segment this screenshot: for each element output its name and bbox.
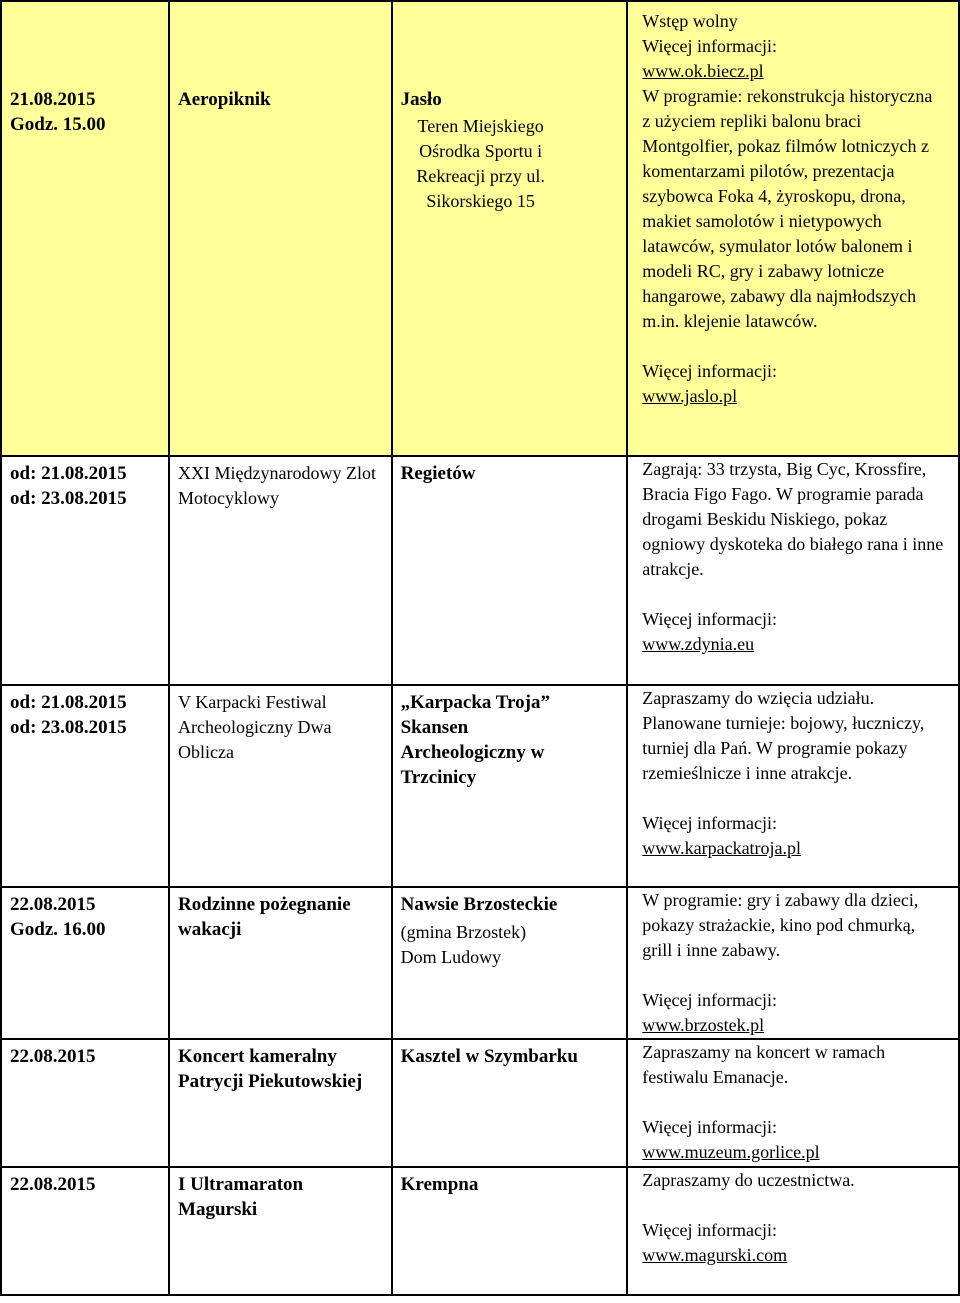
event-place-text: Regietów (400, 463, 476, 484)
event-place (392, 887, 628, 1039)
description-text: Zapraszamy do wzięcia udziału. Planowane turnieje: bojowy, łuczniczy, turniej dla Pań. W programie pokazy rzemieślnicze i inne atrakcje. (642, 688, 925, 783)
date-line-2: Godz. 16.00 (10, 919, 106, 940)
more-info-label: Więcej informacji: (642, 361, 777, 381)
event-place-sub: (gmina Brzostek) Dom Ludowy (400, 922, 527, 967)
more-info-label: Więcej informacji: (642, 990, 777, 1010)
description-text: Zagrają: 33 trzysta, Big Cyc, Krossfire, Bracia Figo Fago. W programie parada drogami Beskidu Niskiego, pokaz ogniowy dyskoteka do białego rana i inne atrakcje. (642, 459, 944, 579)
event-row (1, 456, 959, 685)
more-info-link[interactable]: www.zdynia.eu (642, 634, 755, 654)
more-info-link[interactable]: www.ok.biecz.pl (642, 61, 764, 81)
more-info-link[interactable]: www.karpackatroja.pl (642, 838, 802, 858)
date-line-1: 22.08.2015 (10, 894, 96, 915)
event-place (392, 1, 628, 456)
more-info-label: Więcej informacji: (642, 36, 777, 56)
more-info-link[interactable]: www.jaslo.pl (642, 386, 738, 406)
event-row (1, 1, 959, 456)
more-info-link[interactable]: www.magurski.com (642, 1245, 788, 1265)
event-name (169, 456, 392, 685)
event-place-text: Krempna (400, 1174, 479, 1195)
description-text: Zapraszamy do uczestnictwa. (642, 1170, 855, 1190)
event-name-text: V Karpacki Festiwal Archeologiczny Dwa Oblicza (178, 692, 332, 762)
event-date (1, 685, 169, 887)
event-place (392, 1039, 628, 1167)
event-description (627, 1, 959, 456)
event-description (627, 456, 959, 685)
event-row (1, 685, 959, 887)
date-line-1: 21.08.2015 (10, 89, 96, 110)
more-info-label: Więcej informacji: (642, 609, 777, 629)
event-description (627, 685, 959, 887)
date-line-2: Godz. 15.00 (10, 114, 106, 135)
event-description (627, 1167, 959, 1295)
event-description (627, 1039, 959, 1167)
event-name-text: I Ultramaraton Magurski (178, 1174, 304, 1220)
date-line-1: od: 21.08.2015 (10, 463, 127, 484)
event-place (392, 456, 628, 685)
continuation-text: Wstęp wolny (642, 11, 738, 31)
event-name (169, 685, 392, 887)
more-info-label: Więcej informacji: (642, 813, 777, 833)
date-line-2: od: 23.08.2015 (10, 717, 127, 738)
event-name-text: Rodzinne pożegnanie wakacji (178, 894, 351, 940)
more-info-label: Więcej informacji: (642, 1117, 777, 1137)
event-name-text: Koncert kameralny Patrycji Piekutowskiej (178, 1046, 363, 1092)
more-info-link[interactable]: www.brzostek.pl (642, 1015, 765, 1035)
event-place (392, 1167, 628, 1295)
event-date (1, 1167, 169, 1295)
event-row (1, 1039, 959, 1167)
event-name (169, 887, 392, 1039)
description-text: W programie: gry i zabawy dla dzieci, pokazy strażackie, kino pod chmurką, grill i inne zabawy. (642, 890, 919, 960)
event-place-text: Jasło (400, 89, 442, 110)
event-name-text: XXI Międzynarodowy Zlot Motocyklowy (178, 463, 376, 508)
date-line-1: 22.08.2015 (10, 1174, 96, 1195)
event-place-text: „Karpacka Troja” Skansen Archeologiczny w Trzcinicy (400, 692, 550, 788)
event-date (1, 887, 169, 1039)
event-name-text: Aeropiknik (178, 89, 271, 110)
event-place-text: Kasztel w Szymbarku (400, 1046, 578, 1067)
event-place-text: Nawsie Brzosteckie (400, 894, 558, 915)
date-line-1: od: 21.08.2015 (10, 692, 127, 713)
event-date (1, 1, 169, 456)
date-line-1: 22.08.2015 (10, 1046, 96, 1067)
event-name (169, 1167, 392, 1295)
event-name (169, 1039, 392, 1167)
more-info-label: Więcej informacji: (642, 1220, 777, 1240)
event-row (1, 1167, 959, 1295)
description-text: W programie: rekonstrukcja historyczna z użyciem repliki balonu braci Montgolfier, pokaz filmów lotniczych z komentarzami pilotów, prezentacja szybowca Foka 4, żyroskopu, drona, makiet samolotów i nietypowych latawców, symulator lotów balonem i modeli RC, gry i zabawy lotnicze hangarowe, zabawy dla najmłodszych m.in. klejenie latawców. (642, 86, 933, 331)
event-date (1, 1039, 169, 1167)
event-row (1, 887, 959, 1039)
event-place (392, 685, 628, 887)
event-description (627, 887, 959, 1039)
event-name (169, 1, 392, 456)
more-info-link[interactable]: www.muzeum.gorlice.pl (642, 1142, 820, 1162)
date-line-2: od: 23.08.2015 (10, 488, 127, 509)
event-place-sub: Teren Miejskiego Ośrodka Sportu i Rekreacji przy ul. Sikorskiego 15 (416, 116, 545, 211)
description-text: Zapraszamy na koncert w ramach festiwalu Emanacje. (642, 1042, 886, 1087)
event-date (1, 456, 169, 685)
